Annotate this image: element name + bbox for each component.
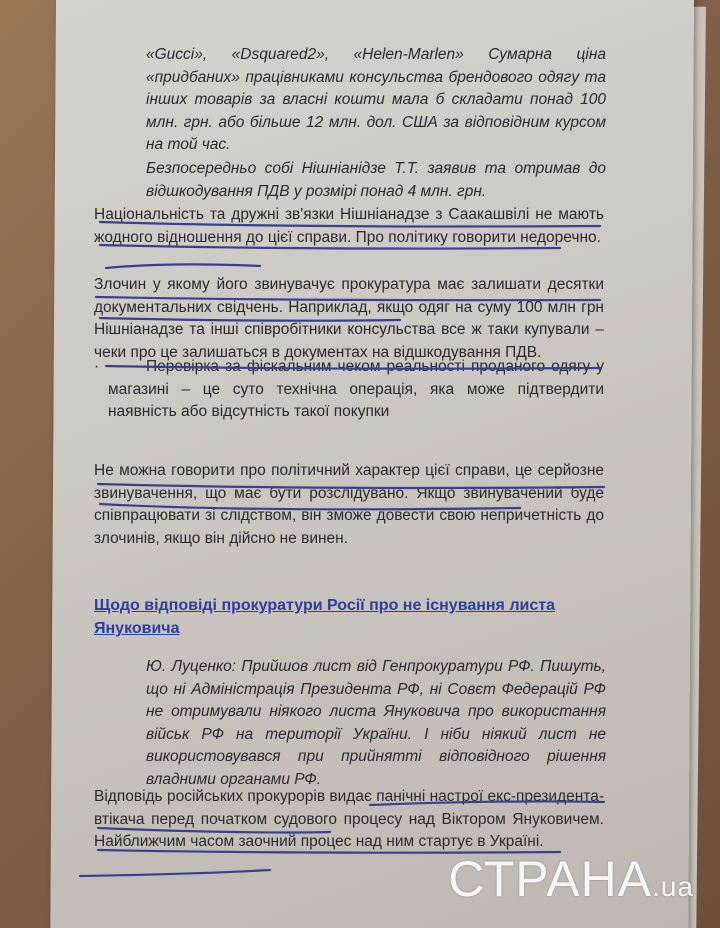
- bullet-marker: ·: [94, 358, 100, 375]
- section-heading: Щодо відповіді прокуратури Росії про не існування листа Януковича: [94, 597, 555, 637]
- paragraph-lutsenko-quote: Ю. Луценко: Прийшов лист від Генпрокуратури РФ. Пишуть, що ні Адміністрація Президента РФ, ні Совєт Федерацій РФ не отримували ніякого листа Януковича про використання військ РФ на території України. І ніби ніякий лист не використовувався при прийнятті відповідного рішення владними органами РФ.: [146, 658, 606, 788]
- paragraph-crime-evidence: Злочин у якому його звинувачує прокуратура має залишати десятки документальних свідчень. Наприклад, якщо одяг на суму 100 млн грн Нішніанадзе та інші співробітники консульства все ж таки купували – чеки про це залишаться в документах на відшкодування ПДВ.: [94, 276, 604, 361]
- paragraph-vat-refund: Безпосередньо собі Нішніанідзе Т.Т. заявив та отримав до відшкодування ПДВ у розмірі понад 4 млн. грн.: [146, 160, 606, 200]
- paragraph-political-character: Не можна говорити про політичний характер цієї справи, це серйозне звинувачення, що має бути розслідувано. Якщо звинувачений буде співпрацювати зі слідством, він зможе довести свою непричетність до злочинів, якщо він дійсно не винен.: [94, 462, 604, 547]
- paragraph-brands-cost: «Gucci», «Dsquared2», «Helen-Marlen» Сумарна ціна «придбаних» працівниками консульства брендового одягу та інших товарів за власні кошти мала б складати понад 100 млн. грн. або більше 12 млн. дол. США за відповідним курсом на той час.: [146, 46, 606, 153]
- paragraph-prosecutors-answer: Відповідь російських прокурорів видає панічні настрої екс-президента-втікача перед початком судового процесу над Віктором Януковичем. Найближчим часом заочний процес над ним стартує в Україні.: [94, 788, 604, 850]
- paragraph-nationality: Національність та дружні зв'язки Нішніанадзе з Саакашвілі не мають жодного відношення до цієї справи. Про політику говорити недоречно.: [94, 206, 604, 246]
- strana-watermark-logo: СТРАНА.ua: [448, 851, 694, 907]
- paragraph-fiscal-check: Перевірка за фіскальним чеком реальності проданого одягу у магазині – це суто технічна операція, яка може підтвердити наявність або відсутність такої покупки: [108, 358, 604, 420]
